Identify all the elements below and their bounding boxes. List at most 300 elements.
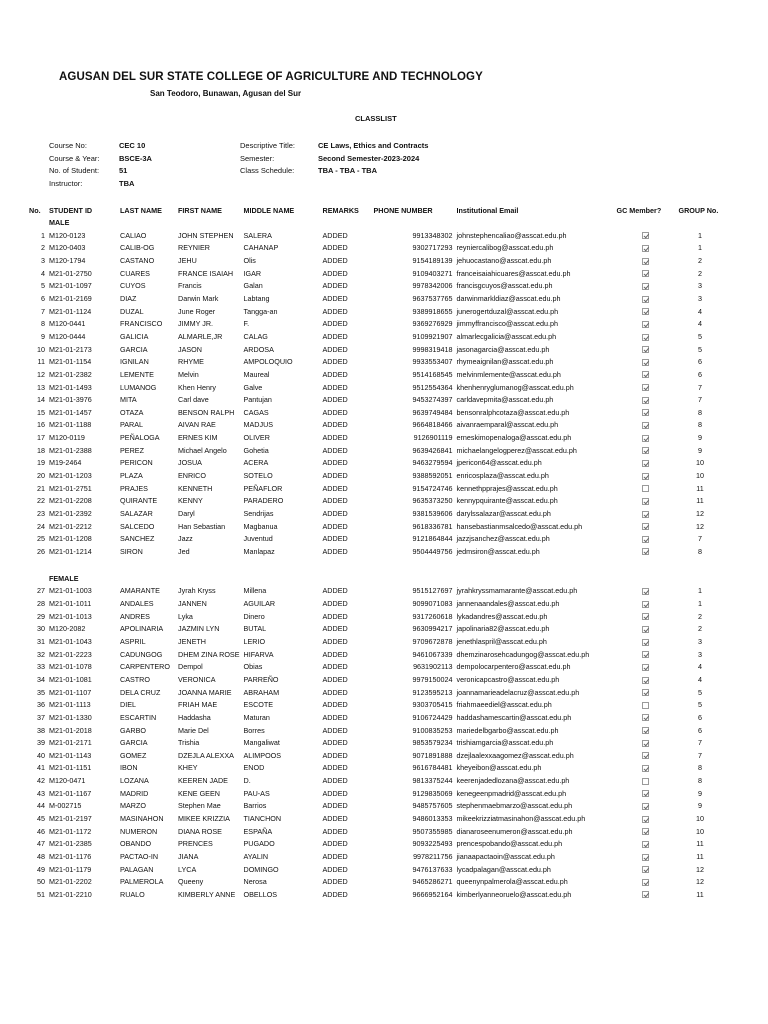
cell-phone: 9639749484	[412, 407, 453, 417]
cell-first-name: JEHU	[178, 256, 197, 266]
gc-member-checkbox[interactable]	[642, 689, 649, 696]
cell-last-name: PLAZA	[120, 470, 143, 480]
cell-student-id: M21-01-1179	[49, 864, 92, 874]
cell-first-name: Jazz	[178, 534, 193, 544]
gc-member-checkbox[interactable]	[642, 296, 649, 303]
cell-gc-member	[615, 355, 677, 368]
col-header-remarks: REMARKS	[322, 205, 359, 215]
cell-student-id: M21-01-2169	[49, 294, 92, 304]
cell-gc-member	[615, 317, 677, 330]
gc-member-checkbox[interactable]	[642, 447, 649, 454]
cell-gc-member	[615, 875, 677, 888]
gc-member-checkbox[interactable]	[642, 523, 649, 530]
gc-member-checkbox[interactable]	[642, 702, 649, 709]
cell-remarks: ADDED	[322, 763, 348, 773]
cell-gc-member	[615, 711, 677, 724]
gc-member-checkbox[interactable]	[642, 245, 649, 252]
cell-first-name: REYNIER	[178, 243, 210, 253]
cell-no: 20	[37, 470, 45, 480]
cell-student-id: M120-2082	[49, 624, 86, 634]
cell-phone: 9126901119	[413, 433, 453, 443]
cell-remarks: ADDED	[322, 420, 348, 430]
cell-group: 6	[698, 712, 703, 722]
cell-remarks: ADDED	[322, 586, 348, 596]
gc-member-checkbox[interactable]	[642, 435, 649, 442]
gc-member-checkbox[interactable]	[642, 765, 649, 772]
cell-phone: 9389918655	[412, 306, 453, 316]
cell-no: 19	[37, 458, 45, 468]
cell-email: lykadandres@asscat.edu.ph	[456, 611, 548, 621]
cell-no: 36	[37, 700, 45, 710]
cell-gc-member	[615, 888, 677, 901]
gc-member-checkbox[interactable]	[642, 270, 649, 277]
gc-member-checkbox[interactable]	[642, 397, 649, 404]
cell-no: 42	[37, 776, 45, 786]
cell-no: 48	[37, 851, 45, 861]
cell-group: 12	[696, 864, 705, 874]
cell-no: 27	[37, 586, 45, 596]
cell-student-id: M21-01-1143	[49, 750, 92, 760]
table-row	[27, 381, 724, 394]
table-row	[27, 749, 724, 762]
gc-member-checkbox[interactable]	[642, 283, 649, 290]
cell-student-id: M21-01-1003	[49, 586, 92, 596]
gc-member-checkbox[interactable]	[642, 778, 649, 785]
gc-member-checkbox[interactable]	[642, 879, 649, 886]
cell-phone: 9515127697	[412, 586, 453, 596]
cell-first-name: ENRICO	[178, 470, 206, 480]
cell-first-name: Han Sebastian	[178, 521, 226, 531]
cell-group: 7	[698, 534, 703, 544]
cell-first-name: Trishia	[178, 738, 200, 748]
cell-email: friahmaeediel@asscat.edu.ph	[456, 700, 552, 710]
section-spacer	[27, 558, 724, 572]
cell-phone: 9453274397	[412, 395, 453, 405]
schedule-value: TBA - TBA - TBA	[318, 166, 378, 175]
gc-member-checkbox[interactable]	[642, 677, 649, 684]
cell-gc-member	[615, 863, 677, 876]
gc-member-checkbox[interactable]	[642, 359, 649, 366]
cell-middle-name: IGAR	[243, 268, 262, 278]
cell-phone: 9476137633	[412, 864, 453, 874]
cell-gc-member	[615, 343, 677, 356]
cell-first-name: FRIAH MAE	[178, 700, 218, 710]
cell-gc-member	[615, 774, 677, 787]
cell-email: mariedelbgarbo@asscat.edu.ph	[456, 725, 559, 735]
cell-phone: 9514168545	[412, 369, 453, 379]
cell-middle-name: Millena	[243, 586, 267, 596]
cell-student-id: M21-01-1176	[49, 851, 92, 861]
cell-middle-name: BUTAL	[243, 624, 267, 634]
cell-gc-member	[615, 812, 677, 825]
gc-member-checkbox[interactable]	[642, 639, 649, 646]
cell-email: jehuocastano@asscat.edu.ph	[456, 256, 552, 266]
cell-phone: 9637537765	[412, 294, 453, 304]
gc-member-checkbox[interactable]	[642, 803, 649, 810]
cell-middle-name: AMPOLOQUIO	[243, 357, 293, 367]
cell-middle-name: MADJUS	[243, 420, 274, 430]
cell-gc-member	[615, 585, 677, 598]
gc-member-checkbox[interactable]	[642, 334, 649, 341]
cell-remarks: ADDED	[322, 230, 348, 240]
cell-email: kheyeibon@asscat.edu.ph	[456, 763, 542, 773]
cell-first-name: Jyrah Kryss	[178, 586, 216, 596]
cell-student-id: M21-01-2385	[49, 839, 92, 849]
cell-email: kenegeenpmadrid@asscat.edu.ph	[456, 788, 567, 798]
table-row	[27, 673, 724, 686]
gc-member-checkbox[interactable]	[642, 854, 649, 861]
cell-first-name: LYCA	[178, 864, 197, 874]
cell-group: 9	[698, 801, 703, 811]
gc-member-checkbox[interactable]	[642, 384, 649, 391]
gc-member-checkbox[interactable]	[642, 473, 649, 480]
desc-title-value: CE Laws, Ethics and Contracts	[318, 141, 429, 150]
cell-group: 12	[696, 877, 705, 887]
cell-middle-name: Juventud	[243, 534, 273, 544]
cell-gc-member	[615, 330, 677, 343]
classlist-table	[27, 204, 724, 901]
cell-group: 6	[698, 725, 703, 735]
cell-group: 10	[696, 826, 705, 836]
cell-gc-member	[615, 800, 677, 813]
gc-member-checkbox[interactable]	[642, 601, 649, 608]
cell-email: erneskimopenaloga@asscat.edu.ph	[456, 433, 572, 443]
gc-member-checkbox[interactable]	[642, 866, 649, 873]
course-detail-values	[318, 140, 428, 178]
cell-no: 5	[41, 281, 45, 291]
cell-no: 7	[41, 306, 45, 316]
school-address: San Teodoro, Bunawan, Agusan del Sur	[150, 89, 302, 98]
cell-first-name: KENNY	[178, 496, 203, 506]
cell-phone: 9913348302	[412, 230, 453, 240]
gc-member-checkbox[interactable]	[642, 308, 649, 315]
cell-email: lycadpalagan@asscat.edu.ph	[456, 864, 551, 874]
cell-student-id: M21-01-2202	[49, 877, 92, 887]
cell-last-name: PACTAO-IN	[120, 851, 159, 861]
cell-last-name: MARZO	[120, 801, 146, 811]
cell-last-name: PEÑALOGA	[120, 433, 160, 443]
cell-no: 17	[37, 433, 45, 443]
cell-remarks: ADDED	[322, 496, 348, 506]
table-row	[27, 494, 724, 507]
cell-middle-name: HIFARVA	[243, 649, 274, 659]
cell-middle-name: F.	[243, 319, 250, 329]
cell-first-name: JOANNA MARIE	[178, 687, 232, 697]
table-row	[27, 229, 724, 242]
cell-gc-member	[615, 229, 677, 242]
table-row	[27, 585, 724, 598]
cell-student-id: M21-01-2173	[49, 344, 92, 354]
cell-last-name: CADUNGOG	[120, 649, 163, 659]
cell-first-name: BENSON RALPH	[178, 407, 235, 417]
cell-group: 11	[696, 851, 704, 861]
cell-email: jianaapactaoin@asscat.edu.ph	[456, 851, 555, 861]
cell-phone: 9664818466	[412, 420, 453, 430]
cell-group: 4	[698, 674, 703, 684]
cell-first-name: Dempol	[178, 662, 203, 672]
col-header-gc-member: GC Member?	[616, 205, 662, 215]
cell-first-name: Darwin Mark	[178, 294, 219, 304]
cell-first-name: JANNEN	[178, 599, 207, 609]
cell-no: 47	[37, 839, 45, 849]
cell-student-id: M21-01-1493	[49, 382, 92, 392]
cell-remarks: ADDED	[322, 864, 348, 874]
cell-remarks: ADDED	[322, 357, 348, 367]
cell-gc-member	[615, 736, 677, 749]
cell-group: 2	[698, 268, 703, 278]
cell-group: 7	[698, 738, 703, 748]
table-body	[27, 216, 724, 901]
cell-last-name: GARCIA	[120, 344, 148, 354]
cell-first-name: DHEM ZINA ROSE	[178, 649, 240, 659]
cell-gc-member	[615, 610, 677, 623]
cell-no: 3	[41, 256, 45, 266]
cell-group: 8	[698, 763, 703, 773]
school-name: AGUSAN DEL SUR STATE COLLEGE OF AGRICULTURE AND TECHNOLOGY	[59, 71, 483, 83]
table-row	[27, 292, 724, 305]
cell-no: 2	[41, 243, 45, 253]
gc-member-checkbox[interactable]	[642, 752, 649, 759]
cell-phone: 9631902113	[413, 662, 453, 672]
cell-remarks: ADDED	[322, 687, 348, 697]
cell-group: 5	[698, 687, 703, 697]
cell-email: bensonralphcotaza@asscat.edu.ph	[456, 407, 570, 417]
cell-middle-name: Galve	[243, 382, 263, 392]
cell-middle-name: ARDOSA	[243, 344, 274, 354]
cell-last-name: PALMEROLA	[120, 877, 164, 887]
table-row	[27, 254, 724, 267]
table-row	[27, 406, 724, 419]
instructor-label: Instructor:	[49, 178, 83, 188]
cell-student-id: M21-01-2382	[49, 369, 92, 379]
cell-gc-member	[615, 749, 677, 762]
cell-no: 6	[41, 294, 45, 304]
cell-no: 4	[41, 268, 45, 278]
cell-last-name: SANCHEZ	[120, 534, 155, 544]
gc-member-checkbox[interactable]	[642, 714, 649, 721]
table-row	[27, 762, 724, 775]
table-row	[27, 623, 724, 636]
cell-email: kennypquirante@asscat.edu.ph	[456, 496, 558, 506]
cell-student-id: M21-01-1330	[49, 712, 92, 722]
gc-member-checkbox[interactable]	[642, 485, 649, 492]
cell-group: 2	[698, 256, 703, 266]
cell-no: 38	[37, 725, 45, 735]
cell-middle-name: CAHANAP	[243, 243, 279, 253]
cell-remarks: ADDED	[322, 319, 348, 329]
gc-member-checkbox[interactable]	[642, 258, 649, 265]
cell-phone: 9109403271	[412, 268, 453, 278]
cell-first-name: Melvin	[178, 369, 199, 379]
cell-email: carldavepmita@asscat.edu.ph	[456, 395, 554, 405]
cell-remarks: ADDED	[322, 725, 348, 735]
col-header-student-id: STUDENT ID	[49, 205, 93, 215]
cell-remarks: ADDED	[322, 534, 348, 544]
cell-group: 3	[698, 281, 703, 291]
cell-no: 10	[37, 344, 45, 354]
table-row	[27, 825, 724, 838]
cell-phone: 9369276929	[412, 319, 453, 329]
cell-first-name: JOHN STEPHEN	[178, 230, 234, 240]
cell-middle-name: Maureal	[243, 369, 270, 379]
table-row	[27, 267, 724, 280]
cell-remarks: ADDED	[322, 750, 348, 760]
cell-first-name: JOSUA	[178, 458, 202, 468]
cell-email: jasonagarcia@asscat.edu.ph	[456, 344, 550, 354]
gc-member-checkbox[interactable]	[642, 841, 649, 848]
table-header-row	[27, 204, 724, 216]
table-row	[27, 863, 724, 876]
gc-member-checkbox[interactable]	[642, 548, 649, 555]
cell-remarks: ADDED	[322, 649, 348, 659]
cell-email: hansebastianmsalcedo@asscat.edu.ph	[456, 521, 583, 531]
cell-last-name: LEMENTE	[120, 369, 154, 379]
gc-member-checkbox[interactable]	[642, 651, 649, 658]
gc-member-checkbox[interactable]	[642, 626, 649, 633]
gc-member-checkbox[interactable]	[642, 460, 649, 467]
cell-first-name: Lyka	[178, 611, 193, 621]
table-row	[27, 724, 724, 737]
cell-phone: 9463279594	[412, 458, 453, 468]
gc-member-checkbox[interactable]	[642, 664, 649, 671]
gc-member-checkbox[interactable]	[642, 816, 649, 823]
gc-member-checkbox[interactable]	[642, 536, 649, 543]
cell-phone: 9099071083	[412, 599, 453, 609]
cell-remarks: ADDED	[322, 256, 348, 266]
section-spacer-cell	[27, 216, 47, 229]
cell-phone: 9302717293	[412, 243, 453, 253]
cell-no: 43	[37, 788, 45, 798]
table-row	[27, 875, 724, 888]
cell-email: haddashamescartin@asscat.edu.ph	[456, 712, 572, 722]
cell-gc-member	[615, 698, 677, 711]
table-row	[27, 280, 724, 293]
cell-gc-member	[615, 280, 677, 293]
table-row	[27, 343, 724, 356]
cell-middle-name: Sendrijas	[243, 508, 274, 518]
cell-last-name: PEREZ	[120, 445, 144, 455]
cell-group: 10	[696, 814, 705, 823]
cell-group: 11	[696, 496, 704, 506]
table-row	[27, 330, 724, 343]
table-row	[27, 545, 724, 558]
cell-group: 12	[696, 521, 705, 531]
cell-gc-member	[615, 623, 677, 636]
cell-last-name: OTAZA	[120, 407, 144, 417]
cell-middle-name: CAGAS	[243, 407, 269, 417]
cell-remarks: ADDED	[322, 433, 348, 443]
cell-phone: 9129835069	[412, 788, 453, 798]
cell-phone: 9635373250	[412, 496, 453, 506]
cell-last-name: ANDALES	[120, 599, 154, 609]
cell-last-name: CALIB-OG	[120, 243, 155, 253]
cell-phone: 9317260618	[412, 611, 453, 621]
cell-remarks: ADDED	[322, 294, 348, 304]
cell-middle-name: PEÑAFLOR	[243, 483, 283, 493]
gc-member-checkbox[interactable]	[642, 498, 649, 505]
cell-last-name: DUZAL	[120, 306, 144, 316]
table-row	[27, 711, 724, 724]
cell-phone: 9100835253	[412, 725, 453, 735]
cell-last-name: LUMANOG	[120, 382, 157, 392]
cell-gc-member	[615, 368, 677, 381]
cell-phone: 9504449756	[412, 546, 453, 556]
col-header-no: No.	[29, 205, 41, 215]
gc-member-checkbox[interactable]	[642, 422, 649, 429]
cell-group: 1	[698, 230, 703, 240]
cell-remarks: ADDED	[322, 801, 348, 811]
cell-group: 9	[698, 788, 703, 798]
col-header-group: GROUP No.	[678, 205, 719, 215]
col-header-middle-name: MIDDLE NAME	[243, 205, 295, 215]
cell-email: kennethpprajes@asscat.edu.ph	[456, 483, 558, 493]
cell-first-name: Jed	[178, 546, 190, 556]
cell-email: dzejlaalexxaagomez@asscat.edu.ph	[456, 750, 574, 760]
gc-member-checkbox[interactable]	[642, 727, 649, 734]
cell-last-name: PERICON	[120, 458, 153, 468]
gc-member-checkbox[interactable]	[642, 409, 649, 416]
gc-member-checkbox[interactable]	[642, 790, 649, 797]
cell-last-name: GALICIA	[120, 331, 149, 341]
cell-group: 9	[698, 433, 703, 443]
cell-no: 32	[37, 649, 45, 659]
cell-no: 13	[37, 382, 45, 392]
cell-middle-name: ESPAÑA	[243, 826, 273, 836]
cell-first-name: Francis	[178, 281, 202, 291]
cell-gc-member	[615, 393, 677, 406]
table-row	[27, 800, 724, 813]
cell-middle-name: Obias	[243, 662, 263, 672]
cell-first-name: KHEY	[178, 763, 198, 773]
gc-member-checkbox[interactable]	[642, 232, 649, 239]
cell-student-id: M21-01-1151	[49, 763, 92, 773]
gc-member-checkbox[interactable]	[642, 740, 649, 747]
cell-student-id: M21-01-1203	[49, 470, 92, 480]
cell-last-name: CARPENTERO	[120, 662, 170, 672]
gc-member-checkbox[interactable]	[642, 511, 649, 518]
section-label: FEMALE	[49, 573, 79, 583]
cell-last-name: RUALO	[120, 889, 145, 899]
cell-first-name: JIANA	[178, 851, 199, 861]
cell-middle-name: Borres	[243, 725, 265, 735]
course-detail-labels	[240, 140, 295, 178]
gc-member-checkbox[interactable]	[642, 346, 649, 353]
cell-email: trishiamgarcia@asscat.edu.ph	[456, 738, 554, 748]
gc-member-checkbox[interactable]	[642, 613, 649, 620]
cell-gc-member	[615, 431, 677, 444]
cell-last-name: CALIAO	[120, 230, 147, 240]
cell-phone: 9933553407	[412, 357, 453, 367]
gc-member-checkbox[interactable]	[642, 588, 649, 595]
cell-student-id: M21-01-2018	[49, 725, 92, 735]
cell-no: 35	[37, 687, 45, 697]
cell-last-name: ASPRIL	[120, 637, 146, 647]
cell-email: junerogertduzal@asscat.edu.ph	[456, 306, 559, 316]
gc-member-checkbox[interactable]	[642, 891, 649, 898]
cell-email: jpericon64@asscat.edu.ph	[456, 458, 542, 468]
gc-member-checkbox[interactable]	[642, 371, 649, 378]
table-row	[27, 305, 724, 318]
cell-no: 51	[37, 889, 45, 899]
cell-no: 23	[37, 508, 45, 518]
cell-gc-member	[615, 444, 677, 457]
cell-phone: 9071891888	[412, 750, 453, 760]
gc-member-checkbox[interactable]	[642, 321, 649, 328]
cell-email: mikeekrizziatmasinahon@asscat.edu.ph	[456, 814, 586, 823]
gc-member-checkbox[interactable]	[642, 828, 649, 835]
cell-middle-name: Nerosa	[243, 877, 267, 887]
cell-middle-name: OBELLOS	[243, 889, 278, 899]
